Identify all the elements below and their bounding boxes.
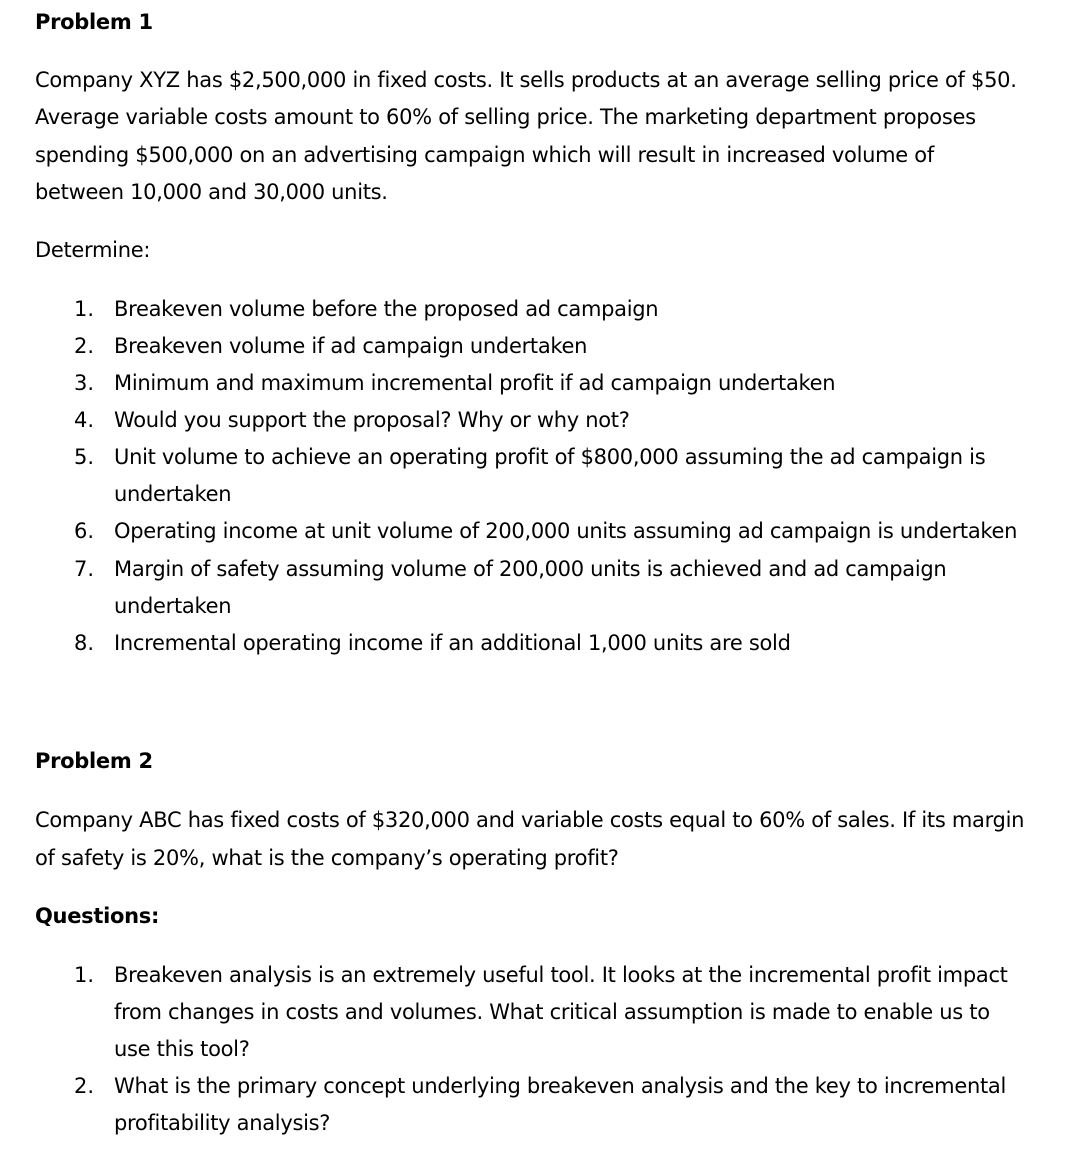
list-item-text-continued: profitability analysis?: [114, 1111, 331, 1135]
problem-1-paragraph-line: Average variable costs amount to 60% of selling price. The marketing department proposes: [35, 105, 976, 129]
list-item-text-continued: use this tool?: [114, 1037, 250, 1061]
questions-heading: Questions:: [35, 904, 160, 928]
list-item-number: 8.: [74, 631, 95, 655]
list-item-text: Incremental operating income if an additional 1,000 units are sold: [114, 631, 791, 655]
list-item-text: Breakeven volume if ad campaign undertaken: [114, 334, 588, 358]
list-item-text: Would you support the proposal? Why or why not?: [114, 408, 630, 432]
list-item-number: 7.: [74, 557, 95, 581]
problem-1-heading: Problem 1: [35, 10, 153, 34]
problem-2-paragraph-line: Company ABC has fixed costs of $320,000 and variable costs equal to 60% of sales. If its margin: [35, 808, 1025, 832]
list-item-text-continued: from changes in costs and volumes. What critical assumption is made to enable us to: [114, 1000, 990, 1024]
list-item-text: Breakeven volume before the proposed ad campaign: [114, 297, 659, 321]
problem-1-paragraph-line: Company XYZ has $2,500,000 in fixed costs. It sells products at an average selling price of $50.: [35, 68, 1017, 92]
problem-1-paragraph-line: spending $500,000 on an advertising campaign which will result in increased volume of: [35, 143, 934, 167]
list-item-text: Unit volume to achieve an operating profit of $800,000 assuming the ad campaign is: [114, 445, 986, 469]
list-item-text: Minimum and maximum incremental profit if ad campaign undertaken: [114, 371, 836, 395]
list-item-text-continued: undertaken: [114, 482, 232, 506]
list-item-number: 4.: [74, 408, 95, 432]
list-item-text: What is the primary concept underlying breakeven analysis and the key to incremental: [114, 1074, 1007, 1098]
list-item-number: 6.: [74, 519, 95, 543]
list-item-text: Operating income at unit volume of 200,000 units assuming ad campaign is undertaken: [114, 519, 1018, 543]
problem-1-paragraph-line: between 10,000 and 30,000 units.: [35, 180, 388, 204]
problem-2-heading: Problem 2: [35, 749, 153, 773]
list-item-text: Breakeven analysis is an extremely useful tool. It looks at the incremental profit impact: [114, 963, 1008, 987]
list-item-number: 2.: [74, 334, 95, 358]
list-item-text-continued: undertaken: [114, 594, 232, 618]
determine-label: Determine:: [35, 238, 151, 262]
list-item-number: 1.: [74, 963, 95, 987]
list-item-text: Margin of safety assuming volume of 200,000 units is achieved and ad campaign: [114, 557, 947, 581]
problem-2-paragraph-line: of safety is 20%, what is the company’s operating profit?: [35, 846, 619, 870]
list-item-number: 3.: [74, 371, 95, 395]
list-item-number: 1.: [74, 297, 95, 321]
list-item-number: 5.: [74, 445, 95, 469]
list-item-number: 2.: [74, 1074, 95, 1098]
